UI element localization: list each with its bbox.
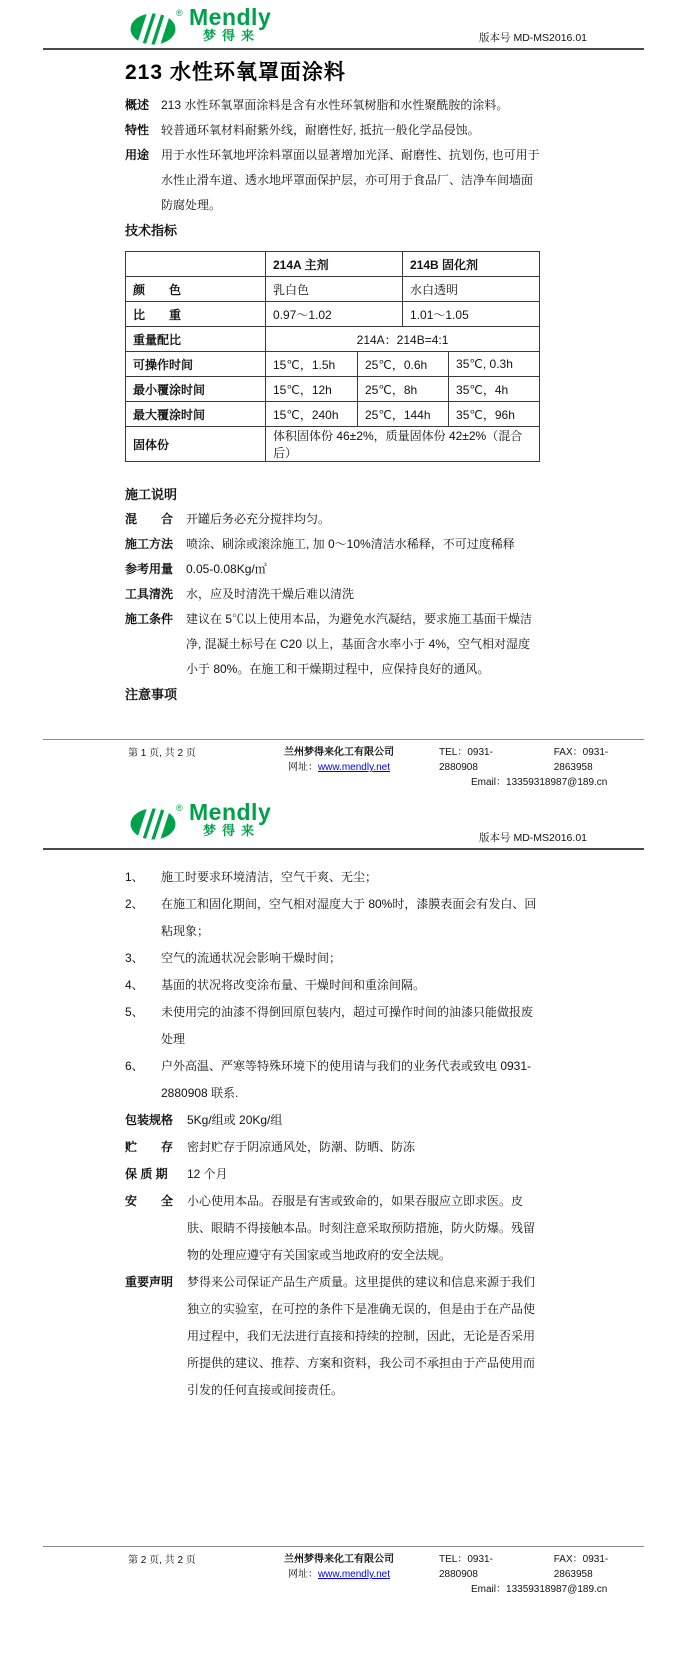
- feature-label: 特性: [125, 123, 150, 137]
- list-item: [125, 945, 542, 972]
- storage-row: [125, 1134, 542, 1161]
- gravity-214a: 0.97～1.02: [266, 302, 403, 327]
- disclaimer-row: [125, 1269, 542, 1404]
- color-214a: 乳白色: [266, 277, 403, 302]
- row-label: 重量配比: [126, 327, 266, 352]
- company-name: 兰州梦得来化工有限公司: [284, 1554, 394, 1565]
- brand-name: Mendly: [189, 799, 272, 825]
- color-214b: 水白透明: [403, 277, 540, 302]
- row-label: 保 质 期: [125, 1167, 168, 1181]
- construction-heading: 施工说明: [125, 487, 178, 502]
- usage-text: 用于水性环氧地坪涂料罩面以显著增加光泽、耐磨性、抗划伤, 也可用于水性止滑车道、透水地坪罩面保护层，亦可用于食品厂、洁净车间墙面防腐处理。: [161, 148, 540, 212]
- email-address: Email：13359318987@189.cn: [471, 1584, 608, 1595]
- spacer: [0, 1404, 687, 1546]
- tech-specs-heading: 技术指标: [125, 223, 178, 238]
- item-text: 户外高温、严寒等特殊环境下的使用请与我们的业务代表或致电 0931-2880908 联系.: [161, 1059, 532, 1100]
- max-recoat-15c: 15℃，240h: [266, 402, 358, 427]
- pot-life-15c: 15℃，1.5h: [266, 352, 358, 377]
- feature-row: [125, 118, 542, 143]
- pot-life-35c: 35℃, 0.3h: [449, 352, 540, 377]
- footer-company-block: [263, 1552, 415, 1597]
- table-header-row: [126, 252, 540, 277]
- row-text: 12 个月: [187, 1167, 228, 1181]
- construction-row-mixing: [125, 507, 542, 532]
- row-text: 开罐后务必充分搅拌均匀。: [186, 512, 331, 526]
- page-number: 第 2 页, 共 2 页: [128, 1555, 196, 1566]
- website-label: 网址：: [287, 1569, 318, 1580]
- footer-company-block: [263, 745, 415, 790]
- row-label: 包装规格: [125, 1113, 174, 1127]
- overview-text: 213 水性环氧罩面涂料是含有水性环氧树脂和水性聚酰胺的涂料。: [161, 98, 509, 112]
- header-divider: [43, 848, 644, 850]
- table-row-ratio: [126, 327, 540, 352]
- table-empty-cell: [126, 252, 266, 277]
- website-label: 网址：: [287, 762, 318, 773]
- precautions-list: [125, 864, 542, 1107]
- company-logo: [128, 4, 272, 49]
- col-header-214a: 214A 主剂: [266, 252, 403, 277]
- gravity-214b: 1.01～1.05: [403, 302, 540, 327]
- tel-number: TEL：0931-2880908: [439, 1554, 493, 1580]
- page1-content: [0, 59, 687, 707]
- list-item: [125, 1053, 542, 1107]
- feature-text: 较普通环氧材料耐紫外线，耐磨性好, 抵抗一般化学品侵蚀。: [161, 123, 480, 137]
- company-logo: [128, 799, 272, 844]
- row-label: 工具清洗: [125, 587, 174, 601]
- item-text: 空气的流通状况会影响干燥时间；: [161, 951, 342, 965]
- row-text: 5Kg/组或 20Kg/组: [187, 1113, 283, 1127]
- website-row: [263, 760, 415, 775]
- version-label: 版本号 MD-MS2016.01: [479, 832, 587, 844]
- website-link[interactable]: www.mendly.net: [317, 1569, 391, 1580]
- email-address: Email：13359318987@189.cn: [471, 777, 608, 788]
- table-row-pot-life: [126, 352, 540, 377]
- row-label: 混 合: [125, 512, 174, 526]
- item-number: 5、: [125, 1005, 144, 1019]
- list-item: [125, 891, 542, 945]
- usage-label: 用途: [125, 148, 150, 162]
- row-label: 重要声明: [125, 1275, 174, 1289]
- spacer: [0, 1597, 687, 1675]
- row-label: 可操作时间: [126, 352, 266, 377]
- row-label: 施工方法: [125, 537, 174, 551]
- item-text: 未使用完的油漆不得倒回原包装内，超过可操作时间的油漆只能做报废处理: [161, 1005, 534, 1046]
- min-recoat-15c: 15℃，12h: [266, 377, 358, 402]
- website-link[interactable]: www.mendly.net: [317, 762, 391, 773]
- overview-label: 概述: [125, 98, 150, 112]
- packaging-row: [125, 1107, 542, 1134]
- row-text: 梦得来公司保证产品生产质量。这里提供的建议和信息来源于我们独立的实验室，在可控的条件下是准确无误的，但是由于在产品使用过程中，我们无法进行直接和持续的控制，因此，无论是否采用所提供的建议、推荐、方案和资料，我公司不承担由于产品使用而引发的任何直接或间接责任。: [187, 1275, 536, 1397]
- page-title: 213 水性环氧罩面涂料: [125, 61, 346, 84]
- mix-ratio-value: 214A：214B=4:1: [266, 327, 540, 352]
- row-label: 参考用量: [125, 562, 174, 576]
- row-text: 喷涂、刷涂或滚涂施工, 加 0～10%清洁水稀释，不可过度稀释: [186, 537, 515, 551]
- version-label: 版本号 MD-MS2016.01: [479, 32, 587, 44]
- table-row-solids: [126, 427, 540, 462]
- company-name: 兰州梦得来化工有限公司: [284, 747, 394, 758]
- tel-fax-row: [439, 1552, 647, 1582]
- brand-name-chinese: 梦得来: [203, 28, 261, 43]
- brand-name-chinese: 梦得来: [203, 823, 261, 838]
- item-number: 2、: [125, 897, 144, 911]
- page2-content: [0, 864, 687, 1404]
- row-label: 颜 色: [126, 277, 266, 302]
- item-number: 3、: [125, 951, 144, 965]
- row-label: 最小覆涂时间: [126, 377, 266, 402]
- construction-row-cleaning: [125, 582, 542, 607]
- max-recoat-25c: 25℃，144h: [358, 402, 449, 427]
- tel-number: TEL：0931-2880908: [439, 747, 493, 773]
- item-text: 基面的状况将改变涂布量、干燥时间和重涂间隔。: [161, 978, 426, 992]
- list-item: [125, 999, 542, 1053]
- logo-text: [189, 799, 272, 838]
- registered-mark: ®: [176, 803, 183, 813]
- mendly-logo-icon: [128, 7, 184, 49]
- pot-life-25c: 25℃，0.6h: [358, 352, 449, 377]
- footer-contact-block: [415, 1552, 647, 1597]
- website-row: [263, 1567, 415, 1582]
- row-label: 固体份: [126, 427, 266, 462]
- row-text: 小心使用本品。吞服是有害或致命的，如果吞服应立即求医。皮肤、眼睛不得接触本品。时刻注意采取预防措施，防火防爆。残留物的处理应遵守有关国家或当地政府的安全法规。: [187, 1194, 536, 1262]
- row-label: 施工条件: [125, 612, 174, 626]
- row-label: 安 全: [125, 1194, 174, 1208]
- spacer: [0, 707, 687, 739]
- min-recoat-35c: 35℃，4h: [449, 377, 540, 402]
- fax-number: FAX：0931-2863958: [553, 747, 609, 773]
- row-label: 比 重: [126, 302, 266, 327]
- mendly-logo-icon: [128, 802, 184, 844]
- row-text: 0.05-0.08Kg/㎡: [186, 562, 267, 576]
- max-recoat-35c: 35℃，96h: [449, 402, 540, 427]
- footer-contact-block: [415, 745, 647, 790]
- page-number: 第 1 页, 共 2 页: [128, 748, 196, 759]
- construction-row-method: [125, 532, 542, 557]
- table-row-gravity: [126, 302, 540, 327]
- item-text: 在施工和固化期间，空气相对湿度大于 80%时，漆膜表面会有发白、回粘现象；: [161, 897, 537, 938]
- table-row-min-recoat: [126, 377, 540, 402]
- tel-fax-row: [439, 745, 647, 775]
- table-row-max-recoat: [126, 402, 540, 427]
- precautions-heading: 注意事项: [125, 687, 178, 702]
- row-label: 最大覆涂时间: [126, 402, 266, 427]
- fax-number: FAX：0931-2863958: [553, 1554, 609, 1580]
- min-recoat-25c: 25℃，8h: [358, 377, 449, 402]
- list-item: [125, 972, 542, 999]
- page2-footer: [0, 1547, 687, 1597]
- item-number: 6、: [125, 1059, 144, 1073]
- page2-header: [0, 794, 687, 848]
- registered-mark: ®: [176, 8, 183, 18]
- safety-row: [125, 1188, 542, 1269]
- solids-value: 体积固体份 46±2%，质量固体份 42±2%（混合后）: [266, 427, 540, 462]
- table-row-color: [126, 277, 540, 302]
- row-label: 贮 存: [125, 1140, 174, 1154]
- col-header-214b: 214B 固化剂: [403, 252, 540, 277]
- row-text: 密封贮存于阴凉通风处，防潮、防晒、防冻: [187, 1140, 416, 1154]
- shelf-life-row: [125, 1161, 542, 1188]
- tech-specs-table: [125, 251, 540, 462]
- overview-row: [125, 93, 542, 118]
- row-text: 建议在 5℃以上使用本品，为避免水汽凝结，要求施工基面干燥洁净, 混凝土标号在 C20 以上，基面含水率小于 4%，空气相对湿度小于 80%。在施工和干燥期过程中，应保持良好的通风。: [186, 612, 533, 676]
- item-number: 1、: [125, 870, 144, 884]
- page1-footer: [0, 740, 687, 790]
- construction-row-coverage: [125, 557, 542, 582]
- construction-row-conditions: [125, 607, 542, 682]
- item-text: 施工时要求环境清洁，空气干爽、无尘；: [161, 870, 378, 884]
- usage-row: [125, 143, 542, 218]
- row-text: 水，应及时清洗干燥后难以清洗: [186, 587, 355, 601]
- list-item: [125, 864, 542, 891]
- brand-name: Mendly: [189, 4, 272, 30]
- logo-text: [189, 4, 272, 43]
- item-number: 4、: [125, 978, 144, 992]
- page1-header: [0, 0, 687, 48]
